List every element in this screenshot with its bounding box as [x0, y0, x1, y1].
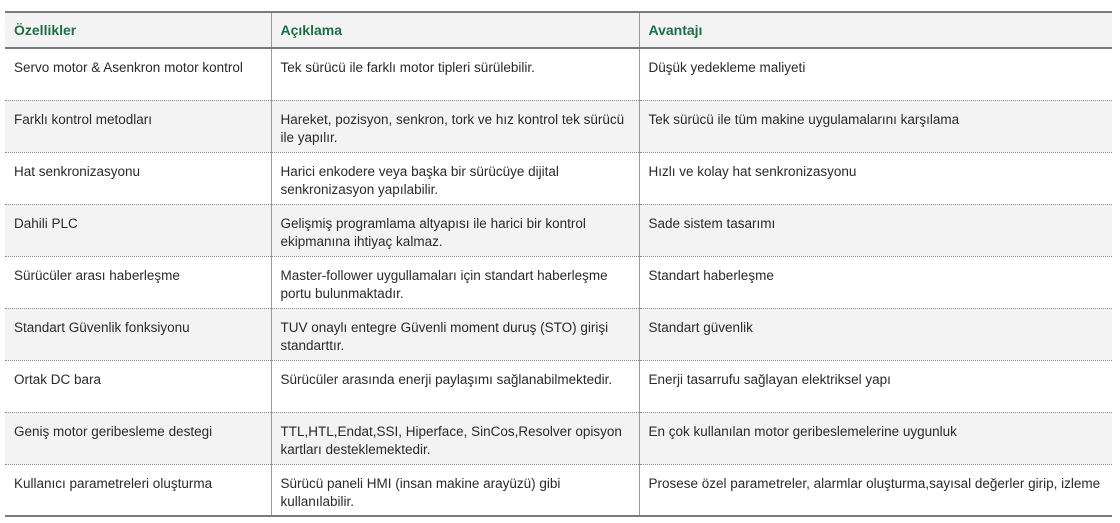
- description-cell: Tek sürücü ile farklı motor tipleri sürülebilir.: [271, 48, 639, 100]
- feature-cell: Geniş motor geribesleme destegi: [5, 412, 271, 464]
- advantage-cell: Tek sürücü ile tüm makine uygulamalarını karşılama: [639, 100, 1112, 152]
- feature-cell: Sürücüler arası haberleşme: [5, 256, 271, 308]
- advantage-cell: Enerji tasarrufu sağlayan elektriksel yapı: [639, 360, 1112, 412]
- table-row: [5, 308, 1112, 360]
- table-row: [5, 360, 1112, 412]
- feature-cell: Hat senkronizasyonu: [5, 152, 271, 204]
- table-row: [5, 412, 1112, 464]
- table-row: [5, 204, 1112, 256]
- feature-cell: Servo motor & Asenkron motor kontrol: [5, 48, 271, 100]
- table-body: [5, 48, 1112, 516]
- advantage-cell: Sade sistem tasarımı: [639, 204, 1112, 256]
- description-cell: Hareket, pozisyon, senkron, tork ve hız kontrol tek sürücü ile yapılır.: [271, 100, 639, 152]
- header-row: [5, 12, 1112, 48]
- table-header: [5, 12, 1112, 48]
- advantage-cell: Hızlı ve kolay hat senkronizasyonu: [639, 152, 1112, 204]
- advantage-cell: Prosese özel parametreler, alarmlar oluşturma,sayısal değerler girip, izleme: [639, 464, 1112, 516]
- table-row: [5, 256, 1112, 308]
- feature-table-container: [5, 11, 1112, 517]
- description-cell: TUV onaylı entegre Güvenli moment duruş (STO) girişi standarttır.: [271, 308, 639, 360]
- description-cell: Harici enkodere veya başka bir sürücüye dijital senkronizasyon yapılabilir.: [271, 152, 639, 204]
- advantage-cell: Standart haberleşme: [639, 256, 1112, 308]
- description-cell: Master-follower uygullamaları için standart haberleşme portu bulunmaktadır.: [271, 256, 639, 308]
- description-cell: Gelişmiş programlama altyapısı ile harici bir kontrol ekipmanına ihtiyaç kalmaz.: [271, 204, 639, 256]
- description-cell: Sürücüler arasında enerji paylaşımı sağlanabilmektedir.: [271, 360, 639, 412]
- advantage-cell: Düşük yedekleme maliyeti: [639, 48, 1112, 100]
- advantage-cell: En çok kullanılan motor geribeslemelerine uygunluk: [639, 412, 1112, 464]
- feature-cell: Kullanıcı parametreleri oluşturma: [5, 464, 271, 516]
- feature-cell: Ortak DC bara: [5, 360, 271, 412]
- description-cell: Sürücü paneli HMI (insan makine arayüzü) gibi kullanılabilir.: [271, 464, 639, 516]
- feature-cell: Dahili PLC: [5, 204, 271, 256]
- feature-table: [5, 11, 1112, 517]
- table-row: [5, 464, 1112, 516]
- table-row: [5, 100, 1112, 152]
- feature-cell: Farklı kontrol metodları: [5, 100, 271, 152]
- header-advantage: Avantajı: [639, 12, 1112, 48]
- advantage-cell: Standart güvenlik: [639, 308, 1112, 360]
- feature-cell: Standart Güvenlik fonksiyonu: [5, 308, 271, 360]
- table-row: [5, 48, 1112, 100]
- header-description: Açıklama: [271, 12, 639, 48]
- table-row: [5, 152, 1112, 204]
- header-features: Özellikler: [5, 12, 271, 48]
- description-cell: TTL,HTL,Endat,SSI, Hiperface, SinCos,Resolver opisyon kartları desteklemektedir.: [271, 412, 639, 464]
